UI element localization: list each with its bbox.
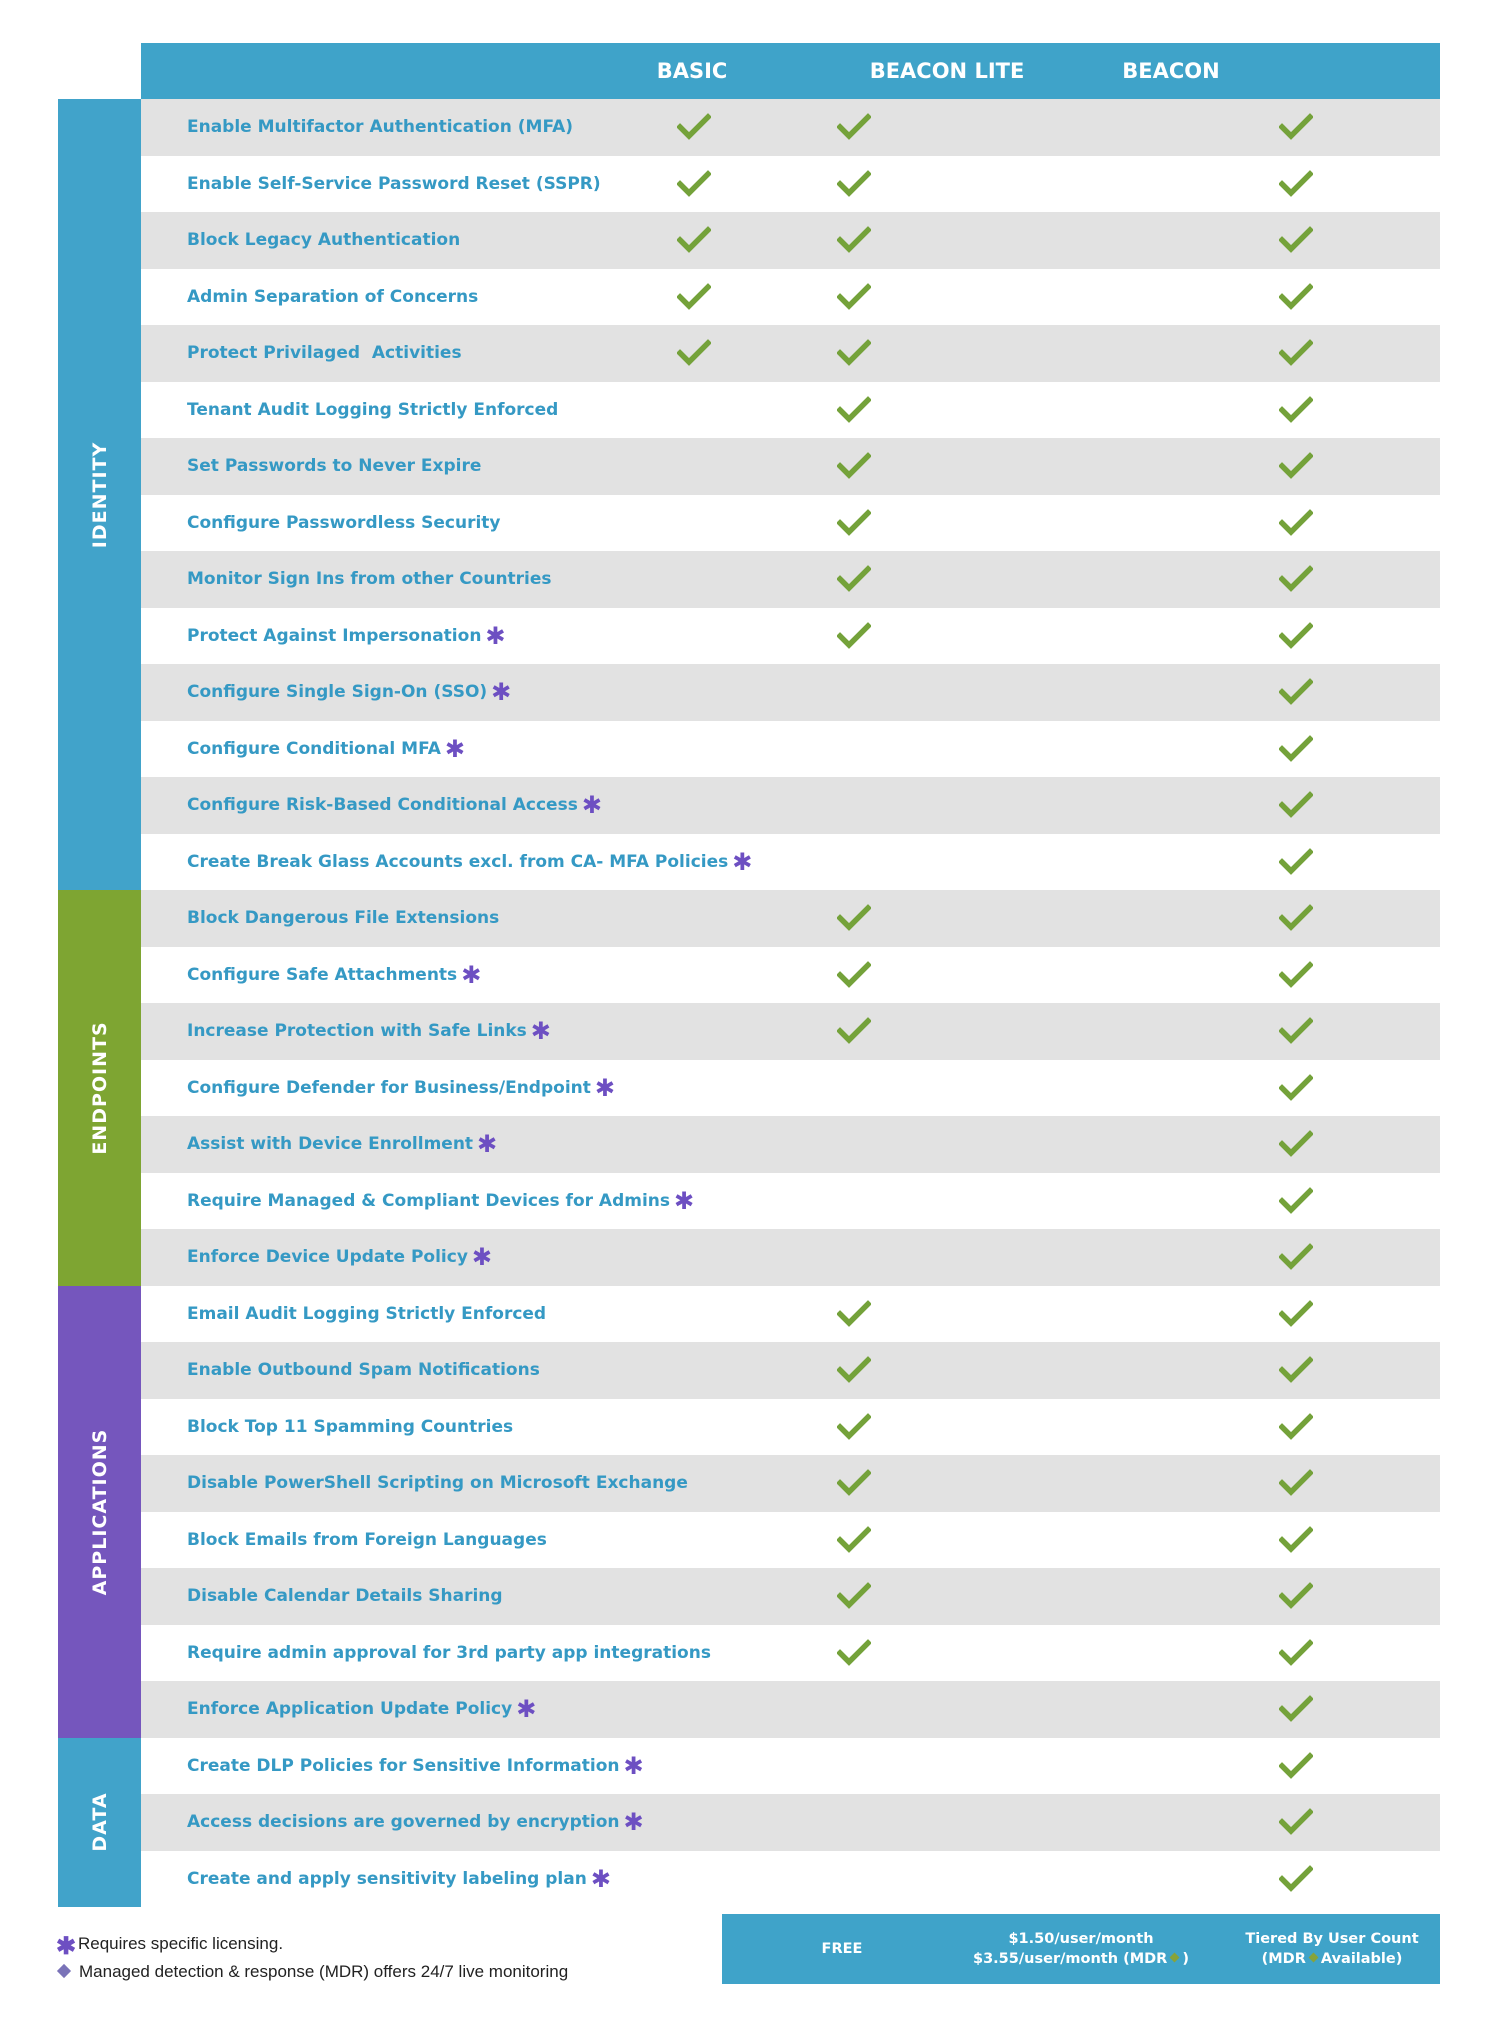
check-icon xyxy=(1264,1568,1324,1625)
price-beacon-line1: Tiered By User Count xyxy=(1245,1931,1419,1947)
asterisk-icon: ✱ xyxy=(590,1864,611,1893)
feature-text: Block Top 11 Spamming Countries xyxy=(187,1416,514,1437)
check-icon xyxy=(1264,382,1324,439)
asterisk-icon: ✱ xyxy=(674,1186,695,1215)
feature-text: Enforce Application Update Policy xyxy=(187,1699,513,1719)
feature-label xyxy=(187,325,462,382)
check-icon xyxy=(1264,1738,1324,1795)
feature-label xyxy=(187,721,465,778)
check-icon xyxy=(1264,1229,1324,1286)
table-row xyxy=(141,269,1440,326)
table-row xyxy=(141,1286,1440,1343)
check-icon xyxy=(1264,438,1324,495)
feature-label xyxy=(187,156,601,213)
check-icon xyxy=(822,1003,882,1060)
asterisk-icon: ✱ xyxy=(530,1017,551,1045)
feature-text: Increase Protection with Safe Links xyxy=(187,1021,527,1041)
section-identity xyxy=(58,99,141,890)
section-data xyxy=(58,1738,141,1908)
feature-label xyxy=(187,1512,547,1569)
feature-text: Email Audit Logging Strictly Enforced xyxy=(187,1303,547,1324)
asterisk-icon: ✱ xyxy=(444,734,466,763)
price-lite-line2-end: ) xyxy=(1182,1951,1189,1967)
feature-text: Configure Passwordless Security xyxy=(187,512,501,533)
table-row xyxy=(141,325,1440,382)
feature-text: Protect Privilaged Activities xyxy=(187,343,462,363)
legend-mdr-text: Managed detection & response (MDR) offers 24/7 live monitoring xyxy=(79,1962,569,1981)
check-icon xyxy=(1264,99,1324,156)
check-icon xyxy=(1264,1399,1324,1456)
feature-label xyxy=(187,1738,644,1795)
check-icon xyxy=(822,156,882,213)
feature-text: Block Legacy Authentication xyxy=(187,230,461,250)
check-icon xyxy=(1264,1003,1324,1060)
table-row xyxy=(141,495,1440,552)
feature-label xyxy=(187,1116,497,1173)
feature-text: Enable Self-Service Password Reset (SSPR) xyxy=(187,173,601,194)
asterisk-icon: ✱ xyxy=(581,791,602,819)
feature-text: Configure Defender for Business/Endpoint xyxy=(187,1077,591,1098)
check-icon xyxy=(822,1512,882,1569)
check-icon xyxy=(822,438,882,495)
check-icon xyxy=(1264,1794,1324,1851)
check-icon xyxy=(822,99,882,156)
table-row xyxy=(141,1851,1440,1908)
asterisk-icon: ✱ xyxy=(477,1130,498,1158)
check-icon xyxy=(1264,1851,1324,1908)
check-icon xyxy=(662,99,722,156)
feature-label xyxy=(187,99,573,156)
table-row xyxy=(141,438,1440,495)
table-row xyxy=(141,1681,1440,1738)
asterisk-icon: ✱ xyxy=(56,1933,77,1960)
price-lite-line1: $1.50/user/month xyxy=(1008,1931,1154,1947)
legend-licensing xyxy=(56,1932,283,1961)
table-row xyxy=(141,664,1440,721)
price-lite-line2: $3.55/user/month (MDR xyxy=(973,1951,1168,1967)
table-row xyxy=(141,212,1440,269)
check-icon xyxy=(822,325,882,382)
table-row xyxy=(141,551,1440,608)
feature-text: Assist with Device Enrollment xyxy=(187,1134,474,1154)
feature-text: Configure Safe Attachments xyxy=(187,964,458,985)
asterisk-icon: ✱ xyxy=(491,678,512,706)
check-icon xyxy=(1264,495,1324,552)
asterisk-icon: ✱ xyxy=(485,621,506,650)
mdr-diamond-icon xyxy=(1170,1953,1180,1963)
section-endpoints xyxy=(58,890,141,1286)
legend-licensing-text: Requires specific licensing. xyxy=(78,1934,284,1953)
table-row xyxy=(141,947,1440,1004)
table-row xyxy=(141,1738,1440,1795)
table-row xyxy=(141,777,1440,834)
check-icon xyxy=(1264,721,1324,778)
check-icon xyxy=(1264,1342,1324,1399)
check-icon xyxy=(822,1455,882,1512)
feature-label xyxy=(187,1851,611,1908)
table-row xyxy=(141,1455,1440,1512)
check-icon xyxy=(662,269,722,326)
feature-label xyxy=(187,834,752,891)
check-icon xyxy=(1264,834,1324,891)
feature-text: Create and apply sensitivity labeling plan xyxy=(187,1868,587,1889)
check-icon xyxy=(1264,890,1324,947)
feature-label xyxy=(187,777,602,834)
table-row xyxy=(141,1568,1440,1625)
asterisk-icon: ✱ xyxy=(516,1695,537,1723)
check-icon xyxy=(1264,551,1324,608)
feature-text: Enforce Device Update Policy xyxy=(187,1247,468,1267)
table-row xyxy=(141,1116,1440,1173)
check-icon xyxy=(1264,1512,1324,1569)
feature-label xyxy=(187,1342,540,1399)
feature-text: Configure Risk-Based Conditional Access xyxy=(187,795,578,815)
table-row xyxy=(141,156,1440,213)
diamond-icon xyxy=(57,1964,71,1978)
price-beacon xyxy=(1232,1914,1432,1984)
check-icon xyxy=(822,1568,882,1625)
column-header-beacon: BEACON xyxy=(1122,59,1220,83)
legend-mdr xyxy=(56,1962,568,1982)
check-icon xyxy=(1264,1286,1324,1343)
feature-text: Access decisions are governed by encryption xyxy=(187,1812,620,1832)
feature-label xyxy=(187,608,506,665)
feature-label xyxy=(187,1229,492,1286)
check-icon xyxy=(822,947,882,1004)
feature-label xyxy=(187,947,481,1004)
check-icon xyxy=(1264,1060,1324,1117)
table-row xyxy=(141,1173,1440,1230)
asterisk-icon: ✱ xyxy=(623,1808,644,1836)
feature-text: Disable PowerShell Scripting on Microsoft Exchange xyxy=(187,1473,688,1493)
check-icon xyxy=(1264,1173,1324,1230)
feature-label xyxy=(187,269,478,326)
check-icon xyxy=(1264,1681,1324,1738)
check-icon xyxy=(822,551,882,608)
check-icon xyxy=(822,1286,882,1343)
section-label: IDENTITY xyxy=(88,441,111,548)
feature-label xyxy=(187,438,481,495)
asterisk-icon: ✱ xyxy=(461,960,482,989)
column-header-basic: BASIC xyxy=(656,59,728,83)
section-applications xyxy=(58,1286,141,1738)
table-row xyxy=(141,721,1440,778)
check-icon xyxy=(1264,1455,1324,1512)
check-icon xyxy=(1264,212,1324,269)
feature-text: Create Break Glass Accounts excl. from CA- MFA Policies xyxy=(187,851,729,872)
feature-label xyxy=(187,1681,536,1738)
pricing-bar xyxy=(722,1914,1440,1984)
feature-label xyxy=(187,1399,513,1456)
feature-text: Set Passwords to Never Expire xyxy=(187,456,482,476)
check-icon xyxy=(1264,156,1324,213)
table-row xyxy=(141,1229,1440,1286)
check-icon xyxy=(1264,1116,1324,1173)
table-row xyxy=(141,1794,1440,1851)
feature-label xyxy=(187,1568,503,1625)
table-row xyxy=(141,608,1440,665)
feature-label xyxy=(187,1173,694,1230)
check-icon xyxy=(822,890,882,947)
table-row xyxy=(141,1399,1440,1456)
feature-label xyxy=(187,890,499,947)
column-header-beacon-lite: BEACON LITE xyxy=(869,59,1025,83)
table-row xyxy=(141,99,1440,156)
feature-text: Protect Against Impersonation xyxy=(187,625,482,646)
table-row xyxy=(141,834,1440,891)
table-row xyxy=(141,890,1440,947)
check-icon xyxy=(822,608,882,665)
check-icon xyxy=(822,495,882,552)
section-label: APPLICATIONS xyxy=(88,1428,111,1595)
check-icon xyxy=(662,212,722,269)
check-icon xyxy=(1264,1625,1324,1682)
price-basic xyxy=(782,1914,902,1984)
check-icon xyxy=(822,1399,882,1456)
asterisk-icon: ✱ xyxy=(732,847,753,876)
check-icon xyxy=(1264,664,1324,721)
mdr-diamond-icon xyxy=(1308,1953,1318,1963)
feature-text: Tenant Audit Logging Strictly Enforced xyxy=(187,399,559,420)
feature-label xyxy=(187,1286,546,1343)
asterisk-icon: ✱ xyxy=(594,1073,615,1102)
feature-text: Admin Separation of Concerns xyxy=(187,286,479,307)
table-row xyxy=(141,1060,1440,1117)
feature-label xyxy=(187,1060,615,1117)
check-icon xyxy=(1264,777,1324,834)
feature-label xyxy=(187,1455,688,1512)
feature-text: Configure Single Sign-On (SSO) xyxy=(187,682,488,702)
price-beacon-lite xyxy=(956,1914,1206,1984)
feature-text: Configure Conditional MFA xyxy=(187,738,441,759)
check-icon xyxy=(662,156,722,213)
price-beacon-line2: (MDR xyxy=(1261,1951,1306,1967)
table-row xyxy=(141,1342,1440,1399)
feature-text: Block Emails from Foreign Languages xyxy=(187,1529,547,1550)
table-header xyxy=(141,43,1440,99)
feature-label xyxy=(187,1625,711,1682)
check-icon xyxy=(822,1342,882,1399)
feature-text: Create DLP Policies for Sensitive Information xyxy=(187,1755,620,1776)
check-icon xyxy=(662,325,722,382)
check-icon xyxy=(822,212,882,269)
section-label: DATA xyxy=(88,1792,111,1852)
check-icon xyxy=(822,269,882,326)
check-icon xyxy=(822,382,882,439)
price-beacon-line2-end: Available) xyxy=(1320,1951,1403,1967)
asterisk-icon: ✱ xyxy=(623,1751,644,1780)
feature-label xyxy=(187,551,552,608)
section-label: ENDPOINTS xyxy=(88,1021,111,1155)
feature-label xyxy=(187,382,558,439)
feature-label xyxy=(187,495,501,552)
table-row xyxy=(141,1512,1440,1569)
feature-text: Enable Multifactor Authentication (MFA) xyxy=(187,117,574,137)
check-icon xyxy=(1264,325,1324,382)
table-row xyxy=(141,1003,1440,1060)
check-icon xyxy=(1264,608,1324,665)
check-icon xyxy=(1264,947,1324,1004)
feature-text: Enable Outbound Spam Notifications xyxy=(187,1360,540,1380)
table-row xyxy=(141,382,1440,439)
check-icon xyxy=(822,1625,882,1682)
price-basic-label: FREE xyxy=(821,1941,863,1957)
check-icon xyxy=(1264,269,1324,326)
table-row xyxy=(141,1625,1440,1682)
feature-label xyxy=(187,1794,644,1851)
feature-text: Block Dangerous File Extensions xyxy=(187,908,500,928)
feature-text: Disable Calendar Details Sharing xyxy=(187,1586,503,1606)
feature-text: Require Managed & Compliant Devices for Admins xyxy=(187,1190,671,1211)
feature-label xyxy=(187,664,511,721)
feature-text: Require admin approval for 3rd party app integrations xyxy=(187,1642,711,1663)
feature-text: Monitor Sign Ins from other Countries xyxy=(187,569,552,589)
feature-label xyxy=(187,212,460,269)
feature-label xyxy=(187,1003,551,1060)
asterisk-icon: ✱ xyxy=(471,1243,493,1271)
